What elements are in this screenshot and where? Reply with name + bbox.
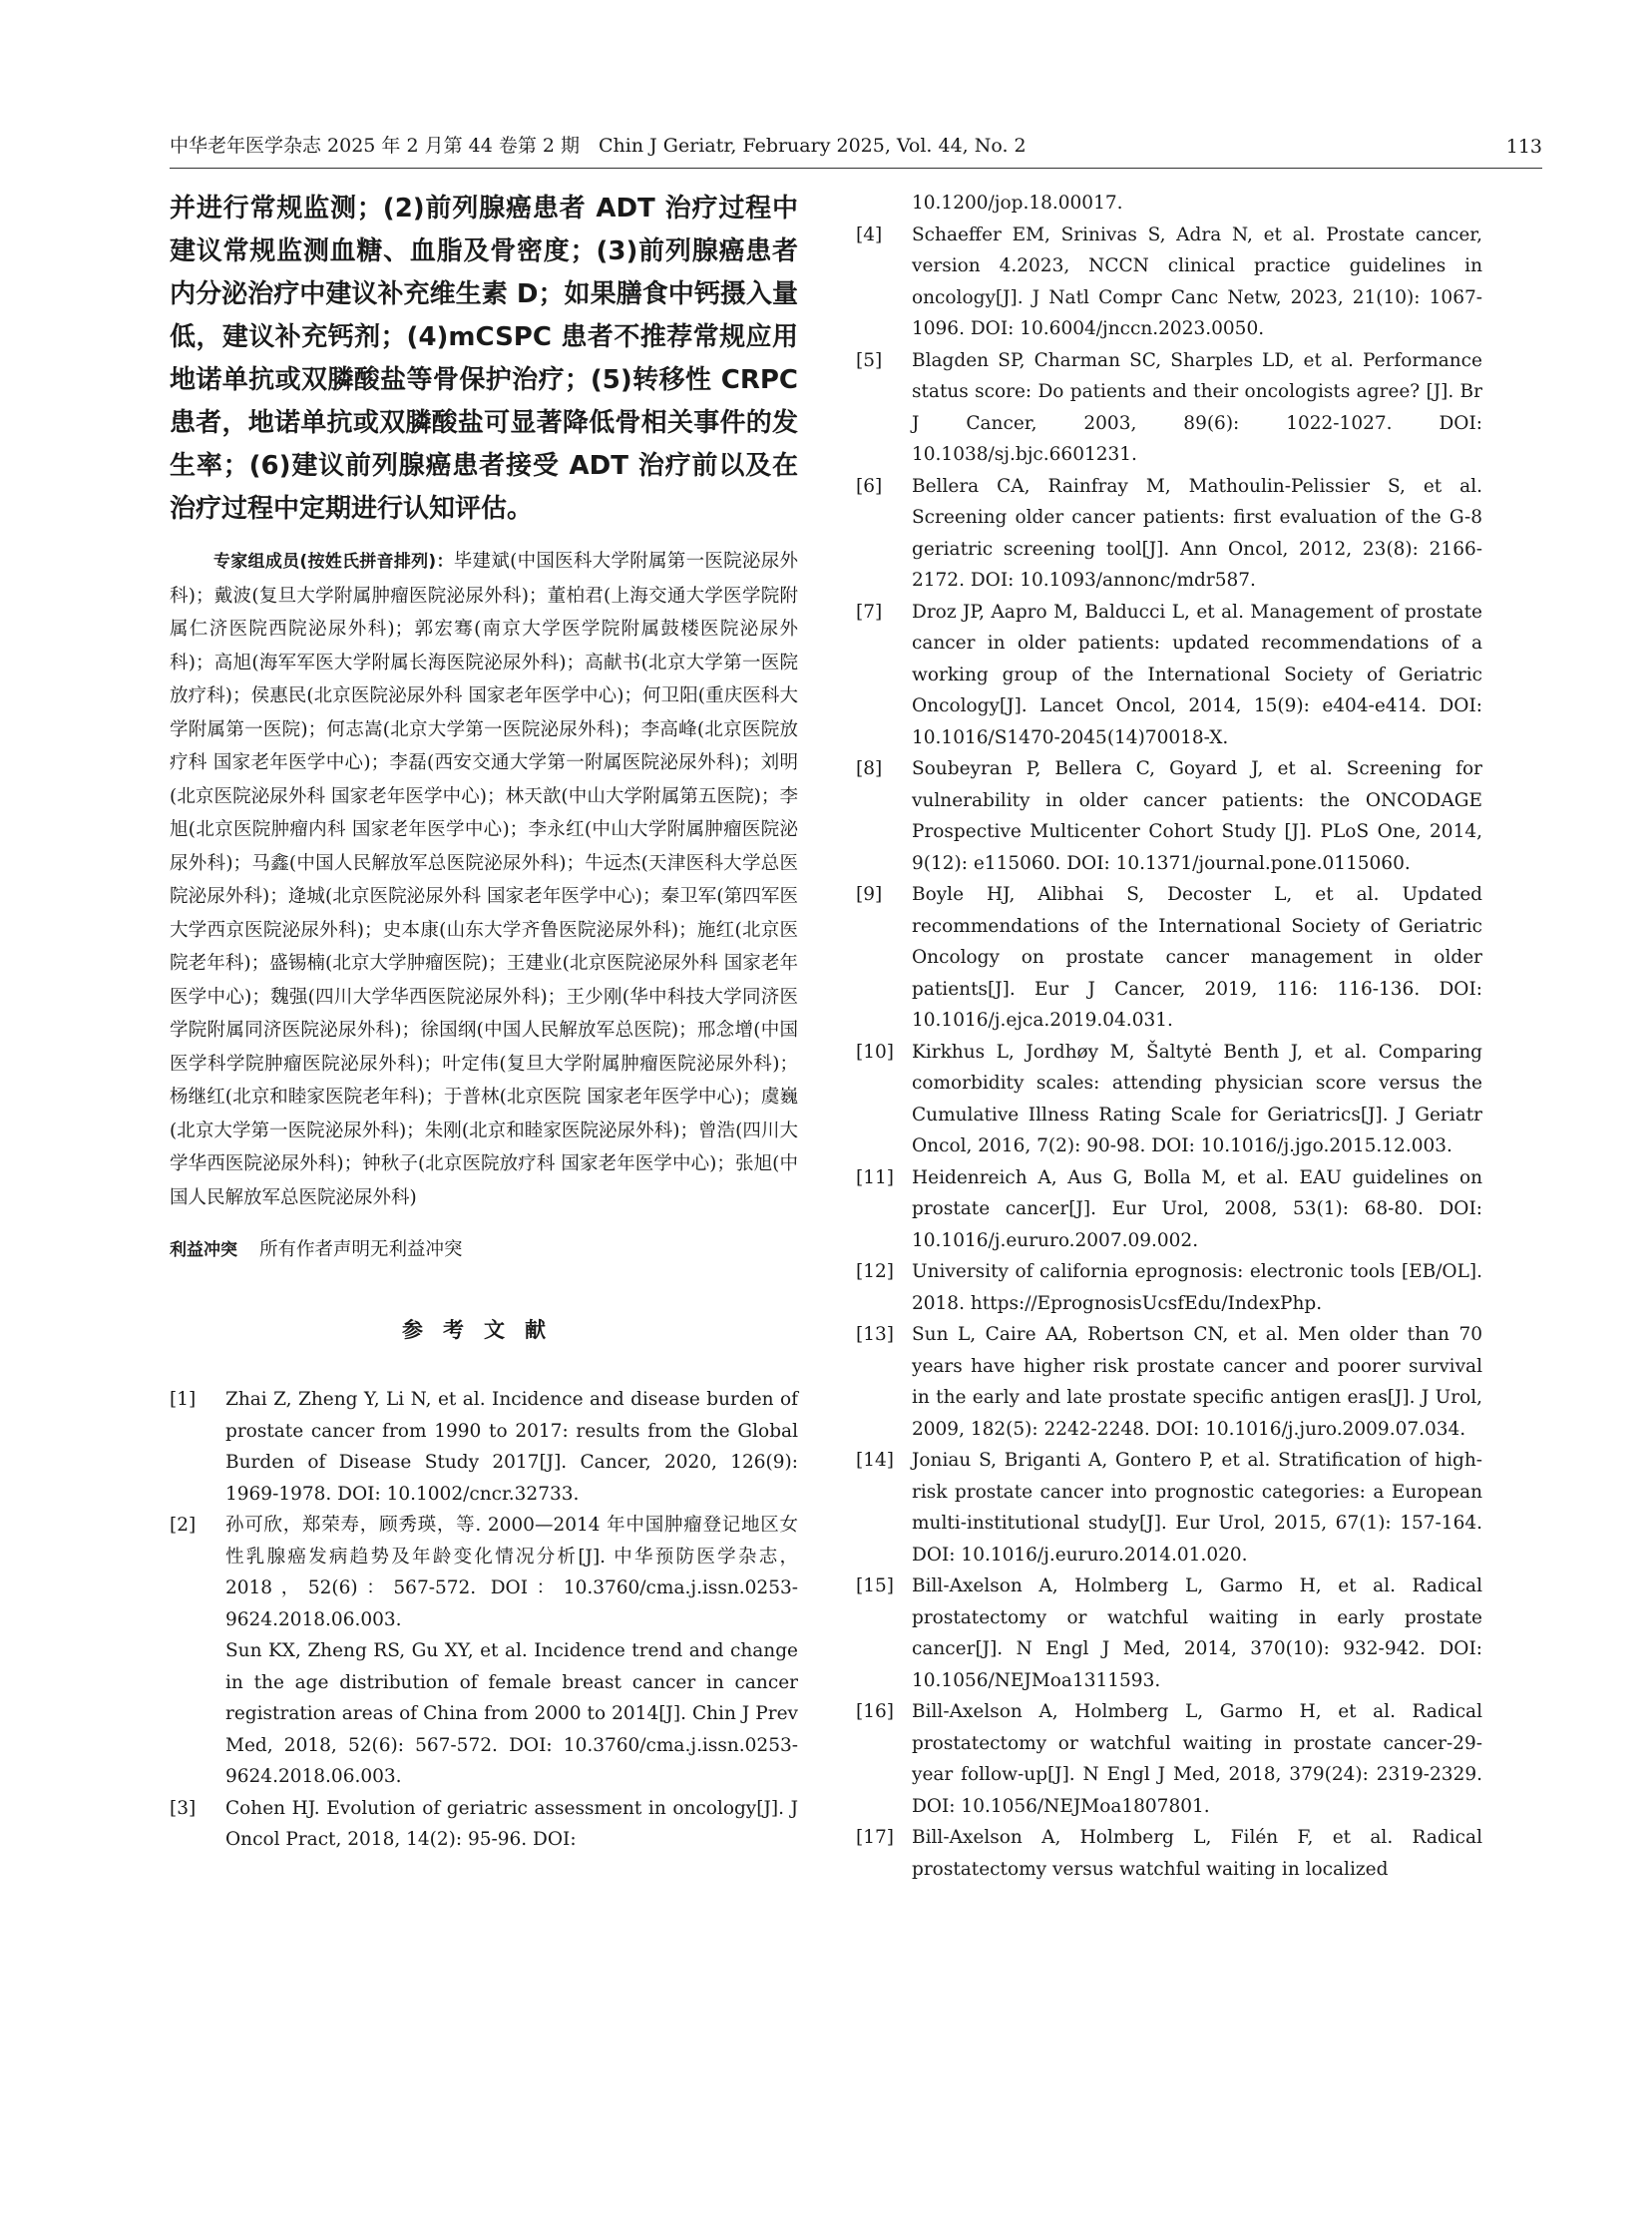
expert-panel: [170, 545, 798, 1214]
recommendations-paragraph: 并进行常规监测；(2)前列腺癌患者 ADT 治疗过程中建议常规监测血糖、血脂及骨密度；(3)前列腺癌患者内分泌治疗中建议补充维生素 D；如果膳食中钙摄入量低，建议补充钙剂；(4)mCSPC 患者不推荐常规应用地诺单抗或双膦酸盐等骨保护治疗；(5)转移性 CRPC 患者，地诺单抗或双膦酸盐可显著降低骨相关事件的发生率；(6)建议前列腺癌患者接受 ADT 治疗前以及在治疗过程中定期进行认知评估。: [170, 194, 798, 524]
reference-item: [856, 345, 1482, 471]
reference-text: Blagden SP, Charman SC, Sharples LD, et al. Performance status score: Do patients and their oncologists agree? [J]. Br J Cancer, 2003, 89(6): 1022-1027. DOI: 10.1038/sj.bjc.6601231.: [912, 349, 1482, 465]
reference-number: [3]: [170, 1797, 197, 1819]
reference-item: [856, 188, 1482, 220]
reference-text: Bill-Axelson A, Holmberg L, Garmo H, et al. Radical prostatectomy or watchful waiting in prostate cancer-29-year follow-up[J]. N Engl J Med, 2018, 379(24): 2319-2329. DOI: 10.1056/NEJMoa1807801.: [912, 1701, 1482, 1817]
reference-number: [9]: [856, 884, 883, 905]
reference-text: University of california eprognosis: electronic tools [EB/OL]. 2018. https://EprognosisUcsfEdu/IndexPhp.: [912, 1261, 1482, 1314]
reference-number: [11]: [856, 1166, 894, 1188]
expert-panel-label: 专家组成员(按姓氏拼音排列)：: [213, 552, 454, 572]
reference-item: [856, 1822, 1482, 1885]
conflict-text: 所有作者声明无利益冲突: [259, 1239, 463, 1260]
reference-item: [856, 1570, 1482, 1696]
reference-number: [17]: [856, 1827, 894, 1848]
reference-text: Boyle HJ, Alibhai S, Decoster L, et al. Updated recommendations of the International Society of Geriatric Oncology on prostate cancer management in older patients[J]. Eur J Cancer, 2019, 116: 116-136. DOI: 10.1016/j.ejca.2019.04.031.: [912, 884, 1482, 1031]
reference-item: [170, 1793, 798, 1856]
reference-item: [856, 220, 1482, 345]
reference-item: [856, 1162, 1482, 1257]
conflict-label: 利益冲突: [170, 1240, 237, 1260]
reference-text: 10.1200/jop.18.00017.: [912, 193, 1123, 214]
reference-item: [170, 1384, 798, 1510]
reference-number: [10]: [856, 1041, 894, 1063]
journal-citation: 中华老年医学杂志 2025 年 2 月第 44 卷第 2 期 Chin J Geriatr, February 2025, Vol. 44, No. 2: [170, 135, 1027, 157]
reference-text: Bill-Axelson A, Holmberg L, Filén F, et al. Radical prostatectomy versus watchful waiting in localized: [912, 1827, 1482, 1880]
reference-number: [1]: [170, 1389, 197, 1410]
reference-number: [15]: [856, 1575, 894, 1596]
reference-number: [14]: [856, 1450, 894, 1471]
reference-item: [856, 1256, 1482, 1319]
reference-item: [856, 597, 1482, 754]
reference-item: [170, 1635, 798, 1793]
reference-number: [4]: [856, 224, 883, 245]
reference-text: Zhai Z, Zheng Y, Li N, et al. Incidence and disease burden of prostate cancer from 1990 to 2017: results from the Global Burden of Disease Study 2017[J]. Cancer, 2020, 126(9): 1969-1978. DOI: 10.1002/cncr.32733.: [225, 1389, 798, 1505]
reference-item: [856, 471, 1482, 597]
page-number: 113: [1505, 136, 1542, 158]
right-column: [856, 188, 1482, 1885]
references-heading: 参考文献: [402, 1318, 566, 1342]
reference-number: [12]: [856, 1261, 894, 1282]
reference-number: [7]: [856, 601, 883, 623]
running-header: [170, 118, 1542, 169]
references-list-right: [856, 188, 1482, 1885]
reference-text: 孙可欣，郑荣寿，顾秀瑛，等. 2000—2014 年中国肿瘤登记地区女性乳腺癌发病趋势及年龄变化情况分析[J]. 中华预防医学杂志，2018，52(6)：567-572. DOI：10.3760/cma.j.issn.0253-9624.2018.06.003.: [225, 1515, 798, 1630]
reference-text: Schaeffer EM, Srinivas S, Adra N, et al. Prostate cancer, version 4.2023, NCCN clinical practice guidelines in oncology[J]. J Natl Compr Canc Netw, 2023, 21(10): 1067-1096. DOI: 10.6004/jnccn.2023.0050.: [912, 224, 1482, 339]
reference-text: Sun L, Caire AA, Robertson CN, et al. Men older than 70 years have higher risk prostate cancer and poorer survival in the early and late prostate specific antigen eras[J]. J Urol, 2009, 182(5): 2242-2248. DOI: 10.1016/j.juro.2009.07.034.: [912, 1324, 1482, 1440]
reference-text: Joniau S, Briganti A, Gontero P, et al. Stratification of high-risk prostate cancer into prognostic categories: a European multi-institutional study[J]. Eur Urol, 2015, 67(1): 157-164. DOI: 10.1016/j.eururo.2014.01.020.: [912, 1450, 1482, 1566]
reference-item: [856, 1037, 1482, 1162]
reference-text: Kirkhus L, Jordhøy M, Šaltytė Benth J, et al. Comparing comorbidity scales: attending physician score versus the Cumulative Illness Rating Scale for Geriatrics[J]. J Geriatr Oncol, 2016, 7(2): 90-98. DOI: 10.1016/j.jgo.2015.12.003.: [912, 1041, 1482, 1156]
reference-text: Sun KX, Zheng RS, Gu XY, et al. Incidence trend and change in the age distribution of female breast cancer in cancer registration areas of China from 2000 to 2014[J]. Chin J Prev Med, 2018, 52(6): 567-572. DOI: 10.3760/cma.j.issn.0253-9624.2018.06.003.: [225, 1640, 798, 1787]
conflict-of-interest: [170, 1234, 798, 1266]
left-column: [170, 188, 798, 1856]
reference-item: [856, 879, 1482, 1037]
reference-text: Soubeyran P, Bellera C, Goyard J, et al. Screening for vulnerability in older cancer patients: the ONCODAGE Prospective Multicenter Cohort Study [J]. PLoS One, 2014, 9(12): e115060. DOI: 10.1371/journal.pone.0115060.: [912, 758, 1482, 874]
reference-text: Cohen HJ. Evolution of geriatric assessment in oncology[J]. J Oncol Pract, 2018, 14(2): 95-96. DOI:: [225, 1797, 798, 1850]
reference-item: [856, 1319, 1482, 1445]
reference-number: [8]: [856, 758, 883, 779]
reference-item: [170, 1510, 798, 1635]
references-list-left: [170, 1384, 798, 1856]
reference-number: [16]: [856, 1701, 894, 1722]
reference-number: [5]: [856, 349, 883, 371]
reference-item: [856, 1445, 1482, 1570]
reference-number: [2]: [170, 1515, 197, 1536]
reference-text: Heidenreich A, Aus G, Bolla M, et al. EAU guidelines on prostate cancer[J]. Eur Urol, 2008, 53(1): 68-80. DOI: 10.1016/j.eururo.2007.09.002.: [912, 1166, 1482, 1251]
reference-number: [13]: [856, 1324, 894, 1345]
reference-text: Bill-Axelson A, Holmberg L, Garmo H, et al. Radical prostatectomy or watchful waiting in early prostate cancer[J]. N Engl J Med, 2014, 370(10): 932-942. DOI: 10.1056/NEJMoa1311593.: [912, 1575, 1482, 1691]
reference-number: [6]: [856, 475, 883, 497]
reference-item: [856, 1696, 1482, 1822]
reference-text: Droz JP, Aapro M, Balducci L, et al. Management of prostate cancer in older patients: updated recommendations of a working group of the International Society of Geriatric Oncology[J]. Lancet Oncol, 2014, 15(9): e404-e414. DOI: 10.1016/S1470-2045(14)70018-X.: [912, 601, 1482, 748]
reference-text: Bellera CA, Rainfray M, Mathoulin-Pelissier S, et al. Screening older cancer patients: first evaluation of the G-8 geriatric screening tool[J]. Ann Oncol, 2012, 23(8): 2166-2172. DOI: 10.1093/annonc/mdr587.: [912, 475, 1482, 591]
reference-item: [856, 753, 1482, 879]
expert-panel-text: 毕建斌(中国医科大学附属第一医院泌尿外科)；戴波(复旦大学附属肿瘤医院泌尿外科)；董柏君(上海交通大学医学院附属仁济医院西院泌尿外科)；郭宏骞(南京大学医学院附属鼓楼医院泌尿外科)；高旭(海军军医大学附属长海医院泌尿外科)；高献书(北京大学第一医院放疗科)；侯惠民(北京医院泌尿外科 国家老年医学中心)；何卫阳(重庆医科大学附属第一医院)；何志嵩(北京大学第一医院泌尿外科)；李高峰(北京医院放疗科 国家老年医学中心)；李磊(西安交通大学第一附属医院泌尿外科)；刘明(北京医院泌尿外科 国家老年医学中心)；林天歆(中山大学附属第五医院)；李旭(北京医院肿瘤内科 国家老年医学中心)；李永红(中山大学附属肿瘤医院泌尿外科)；马鑫(中国人民解放军总医院泌尿外科)；牛远杰(天津医科大学总医院泌尿外科)；逄城(北京医院泌尿外科 国家老年医学中心)；秦卫军(第四军医大学西京医院泌尿外科)；史本康(山东大学齐鲁医院泌尿外科)；施红(北京医院老年科)；盛锡楠(北京大学肿瘤医院)；王建业(北京医院泌尿外科 国家老年医学中心)；魏强(四川大学华西医院泌尿外科)；王少刚(华中科技大学同济医学院附属同济医院泌尿外科)；徐国纲(中国人民解放军总医院)；邢念增(中国医学科学院肿瘤医院泌尿外科)；叶定伟(复旦大学附属肿瘤医院泌尿外科)；杨继红(北京和睦家医院老年科)；于普林(北京医院 国家老年医学中心)；虞巍(北京大学第一医院泌尿外科)；朱刚(北京和睦家医院泌尿外科)；曾浩(四川大学华西医院泌尿外科)；钟秋子(北京医院放疗科 国家老年医学中心)；张旭(中国人民解放军总医院泌尿外科): [170, 551, 798, 1208]
